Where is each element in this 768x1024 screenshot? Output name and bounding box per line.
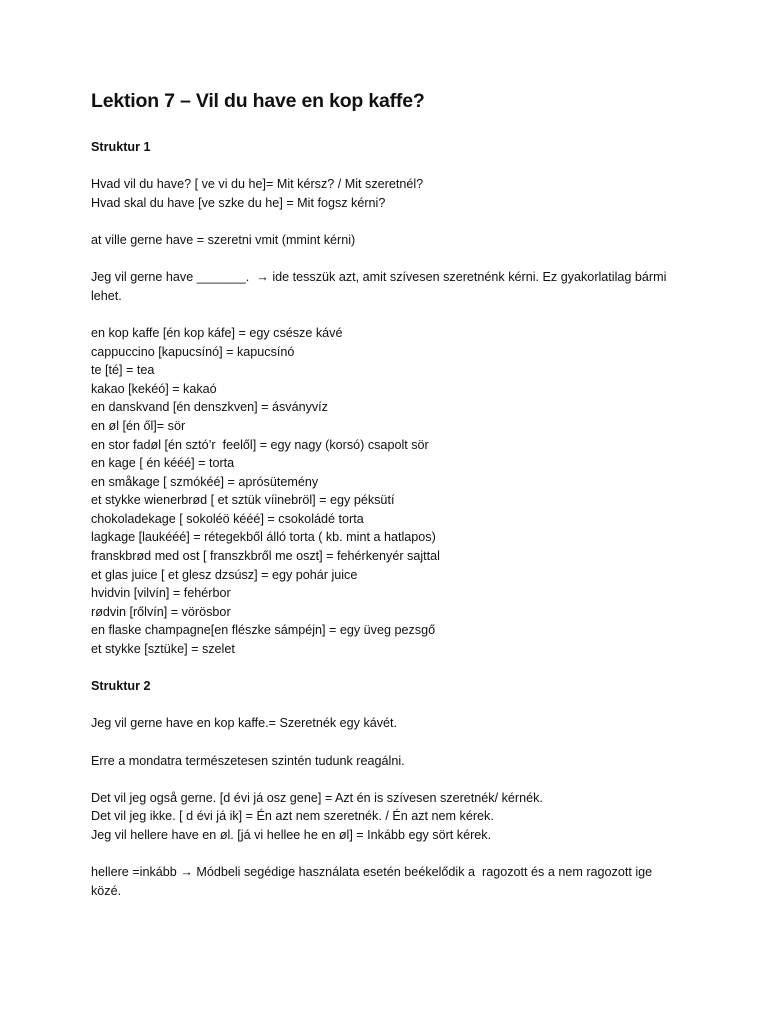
vocab-item: lagkage [laukééé] = rétegekből álló torta ( kb. mint a hatlapos) <box>91 530 436 545</box>
hellere-explanation-line-1: hellere =inkább → Módbeli segédige használata esetén beékelődik a ragozott és a nem ragozott ige <box>91 865 653 880</box>
section-heading-struktur-2: Struktur 2 <box>91 679 151 694</box>
vocab-item: te [té] = tea <box>91 363 155 378</box>
answer-list <box>91 789 688 845</box>
vocab-item: cappuccino [kapucsínó] = kapucsínó <box>91 344 295 359</box>
vocab-item: kakao [kekéó] = kakaó <box>91 381 217 396</box>
answer-item: Det vil jeg ikke. [ d évi já ik] = Én azt nem szeretnék. / Én azt nem kérek. <box>91 809 494 824</box>
hellere-explanation-line-2: közé. <box>91 883 122 898</box>
vocab-item: rødvin [rőlvín] = vörösbor <box>91 604 231 619</box>
jeg-vil-explanation-line-1: Jeg vil gerne have _______. → ide tesszük azt, amit szívesen szeretnénk kérni. Ez gyakorlatilag bármi <box>91 270 667 285</box>
spacer <box>91 157 688 176</box>
intro-sentence: Erre a mondatra természetesen szintén tudunk reagálni. <box>91 753 405 768</box>
vocab-item: franskbrød med ost [ franszkbről me oszt] = fehérkenyér sajttal <box>91 549 440 564</box>
vocab-item: en danskvand [én denszkven] = ásványvíz <box>91 400 328 415</box>
vocab-item: chokoladekage [ sokoléö kééé] = csokoládé torta <box>91 511 364 526</box>
vocab-item: et stykke wienerbrød [ et sztük víinebröl] = egy péksütí <box>91 493 395 508</box>
vocab-item: et glas juice [ et glesz dzsúsz] = egy pohár juice <box>91 567 358 582</box>
vocab-item: en kage [ én kééé] = torta <box>91 456 235 471</box>
page-title: Lektion 7 – Vil du have en kop kaffe? <box>91 90 425 112</box>
vocab-item: hvidvin [vilvín] = fehérbor <box>91 586 231 601</box>
vocab-item: en kop kaffe [én kop káfe] = egy csésze kávé <box>91 325 343 340</box>
spacer <box>91 212 688 231</box>
vocab-item: et stykke [sztüke] = szelet <box>91 642 235 657</box>
spacer <box>91 659 688 678</box>
vocabulary-list <box>91 324 688 659</box>
vocab-item: en småkage [ szmókéé] = aprósütemény <box>91 474 319 489</box>
question-line-1: Hvad vil du have? [ ve vi du he]= Mit kérsz? / Mit szeretnél? <box>91 177 424 192</box>
question-line-2: Hvad skal du have [ve szke du he] = Mit fogsz kérni? <box>91 195 386 210</box>
jeg-vil-explanation-line-2: lehet. <box>91 288 122 303</box>
definition-line: at ville gerne have = szeretni vmit (mmint kérni) <box>91 232 356 247</box>
answer-item: Jeg vil hellere have en øl. [já vi hellee he en øl] = Inkább egy sört kérek. <box>91 827 492 842</box>
vocab-item: en stor fadøl [én sztó’r feelől] = egy nagy (korsó) csapolt sör <box>91 437 429 452</box>
vocab-item: en øl [én ől]= sör <box>91 418 186 433</box>
spacer <box>91 305 688 324</box>
spacer <box>91 770 688 789</box>
spacer <box>91 250 688 269</box>
spacer <box>91 696 688 715</box>
section-heading-struktur-1: Struktur 1 <box>91 140 151 154</box>
example-sentence: Jeg vil gerne have en kop kaffe.= Szeretnék egy kávét. <box>91 716 398 731</box>
spacer <box>91 733 688 752</box>
vocab-item: en flaske champagne[en flészke sámpéjn] = egy üveg pezsgő <box>91 623 436 638</box>
spacer <box>91 845 688 864</box>
answer-item: Det vil jeg også gerne. [d évi já osz gene] = Azt én is szívesen szeretnék/ kérnék. <box>91 790 543 805</box>
